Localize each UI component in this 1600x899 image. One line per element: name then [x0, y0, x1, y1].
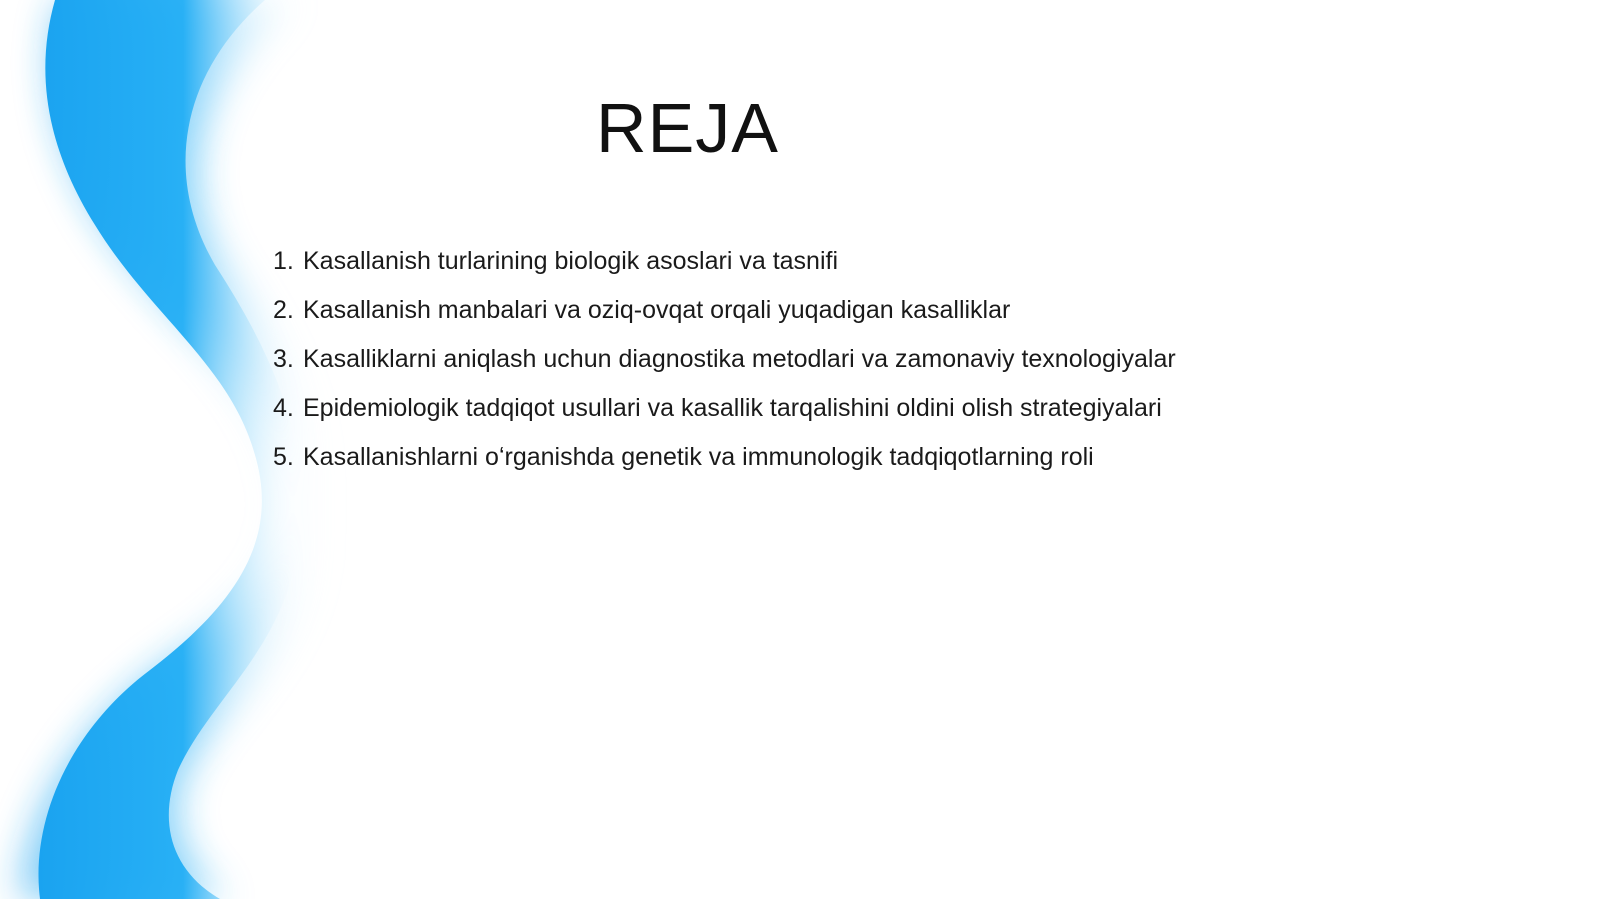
plan-item-1 [273, 240, 1176, 289]
plan-item-3 [273, 338, 1176, 387]
plan-item-text: Kasalliklarni aniqlash uchun diagnostika metodlari va zamonaviy texnologiyalar [303, 345, 1176, 373]
plan-item-number: 2. [273, 296, 294, 324]
plan-item-number: 4. [273, 394, 294, 422]
plan-item-text: Kasallanish turlarining biologik asoslari va tasnifi [303, 247, 838, 275]
plan-item-text: Kasallanish manbalari va oziq-ovqat orqali yuqadigan kasalliklar [303, 296, 1011, 324]
plan-item-5 [273, 436, 1176, 485]
plan-item-text: Kasallanishlarni oʻrganishda genetik va immunologik tadqiqotlarning roli [303, 443, 1094, 471]
plan-item-2 [273, 289, 1176, 338]
plan-item-4 [273, 387, 1176, 436]
slide-title: REJA [596, 89, 779, 167]
plan-item-number: 3. [273, 345, 294, 373]
plan-item-number: 1. [273, 247, 294, 275]
plan-list [273, 240, 1176, 485]
plan-item-number: 5. [273, 443, 294, 471]
plan-item-text: Epidemiologik tadqiqot usullari va kasallik tarqalishini oldini olish strategiyalari [303, 394, 1162, 422]
